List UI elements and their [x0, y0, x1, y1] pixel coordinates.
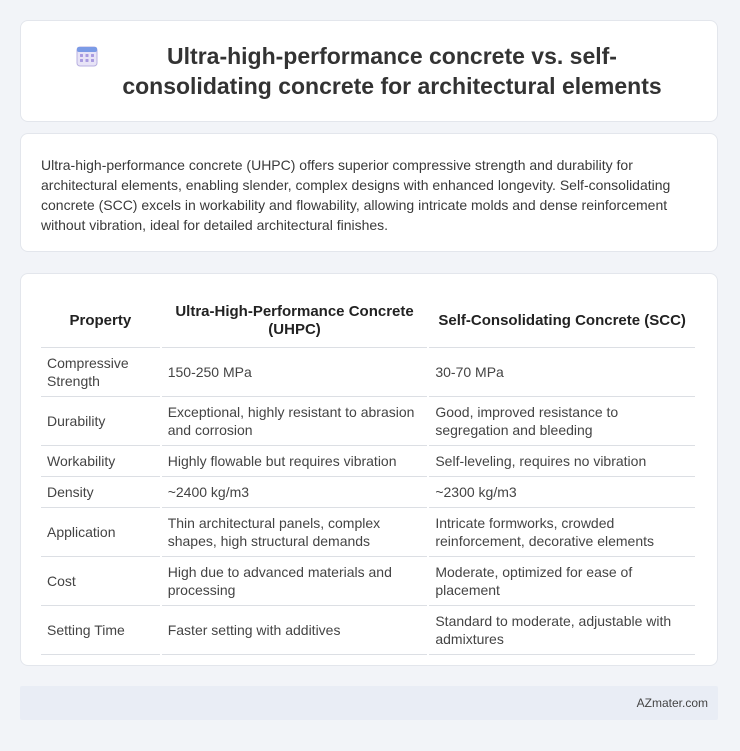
table-cell: Application — [41, 508, 160, 557]
intro-paragraph: Ultra-high-performance concrete (UHPC) offers superior compressive strength and durability for architectural elements, enabling slender, complex designs with enhanced longevity. Self-consolidating concrete (SCC) excels in workability and flowability, allowing intricate molds and dense reinforcement without vibration, ideal for detailed architectural finishes. — [41, 157, 671, 233]
table-cell: Good, improved resistance to segregation and bleeding — [429, 397, 695, 446]
table-row — [41, 397, 695, 446]
table-cell: Standard to moderate, adjustable with admixtures — [429, 606, 695, 655]
table-cell: Intricate formworks, crowded reinforcement, decorative elements — [429, 508, 695, 557]
table-cell: Cost — [41, 557, 160, 606]
page-title: Ultra-high-performance concrete vs. self-consolidating concrete for architectural elements — [122, 43, 662, 99]
footer-brand: AZmater.com — [636, 696, 708, 710]
table-cell: Faster setting with additives — [162, 606, 428, 655]
table-row — [41, 606, 695, 655]
table-row — [41, 557, 695, 606]
footer-bar — [20, 686, 718, 720]
intro-card — [20, 133, 718, 252]
table-cell: Highly flowable but requires vibration — [162, 446, 428, 477]
table-cell: Self-leveling, requires no vibration — [429, 446, 695, 477]
table-row — [41, 477, 695, 508]
table-cell: ~2400 kg/m3 — [162, 477, 428, 508]
column-header: Ultra-High-Performance Concrete (UHPC) — [162, 294, 428, 348]
table-header-row — [41, 294, 695, 348]
table-row — [41, 446, 695, 477]
table-cell: High due to advanced materials and processing — [162, 557, 428, 606]
column-header: Self-Consolidating Concrete (SCC) — [429, 294, 695, 348]
table-cell: 30-70 MPa — [429, 348, 695, 397]
column-header: Property — [41, 294, 160, 348]
table-cell: ~2300 kg/m3 — [429, 477, 695, 508]
comparison-table — [39, 294, 697, 655]
table-row — [41, 508, 695, 557]
title-card — [20, 20, 718, 122]
table-cell: 150-250 MPa — [162, 348, 428, 397]
table-row — [41, 348, 695, 397]
table-cell: Density — [41, 477, 160, 508]
table-cell: Thin architectural panels, complex shapes, high structural demands — [162, 508, 428, 557]
table-cell: Workability — [41, 446, 160, 477]
table-cell: Exceptional, highly resistant to abrasion and corrosion — [162, 397, 428, 446]
comparison-card — [20, 273, 718, 666]
table-cell: Setting Time — [41, 606, 160, 655]
calendar-icon — [76, 45, 98, 67]
title-wrap — [76, 41, 662, 101]
table-cell: Moderate, optimized for ease of placement — [429, 557, 695, 606]
table-cell: Compressive Strength — [41, 348, 160, 397]
table-cell: Durability — [41, 397, 160, 446]
